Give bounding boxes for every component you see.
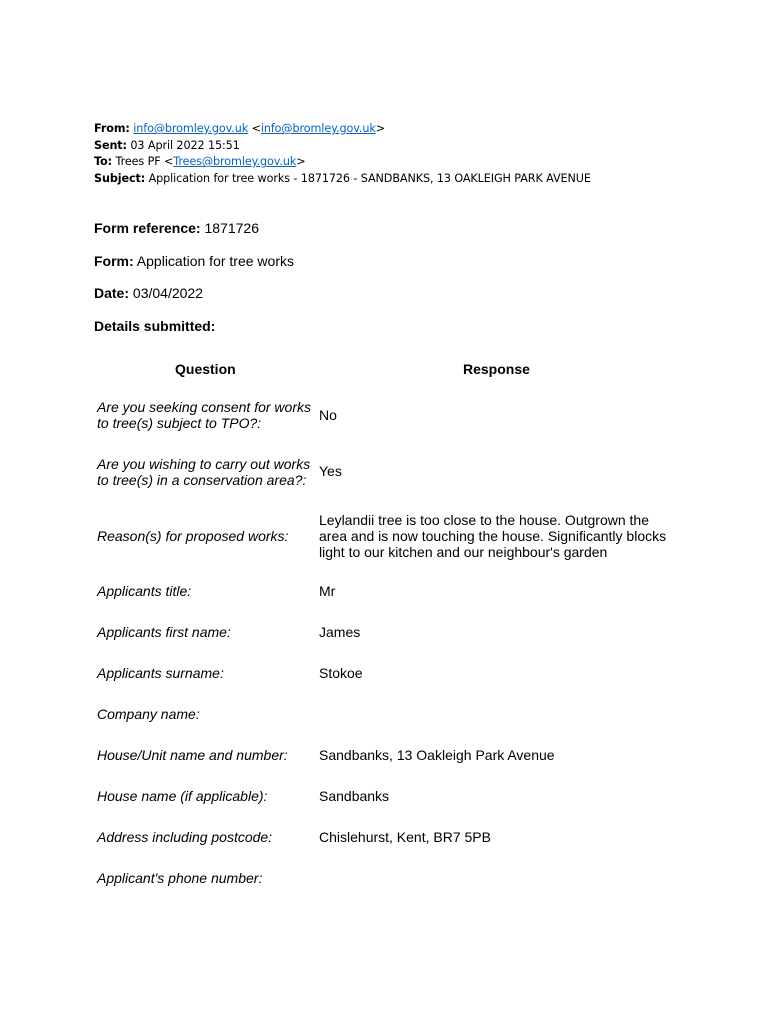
form-name: [94, 253, 294, 269]
response-surname: Stokoe: [319, 665, 363, 681]
subject-line: [94, 171, 591, 188]
question-company-name: Company name:: [97, 706, 200, 722]
to-name: Trees PF: [115, 155, 161, 169]
from-line: From: info@bromley.gov.uk <info@bromley.gov.uk>: [94, 122, 385, 135]
to-address-link[interactable]: Trees@bromley.gov.uk: [173, 155, 297, 169]
response-conservation-area: Yes: [319, 463, 342, 479]
from-address-link[interactable]: info@bromley.gov.uk: [260, 122, 376, 135]
form-date-value: 03/04/2022: [132, 285, 203, 301]
details-submitted-label: Details submitted:: [94, 318, 216, 334]
question-reasons: Reason(s) for proposed works:: [97, 528, 289, 544]
question-house-unit: House/Unit name and number:: [97, 747, 288, 763]
from-name-link[interactable]: info@bromley.gov.uk: [133, 122, 249, 135]
response-header: Response: [463, 361, 530, 377]
form-date-label: Date:: [94, 285, 130, 301]
sent-label: Sent:: [94, 138, 127, 152]
subject-value: Application for tree works - 1871726 - SANDBANKS, 13 OAKLEIGH PARK AVENUE: [148, 171, 591, 185]
form-reference-value: 1871726: [204, 220, 259, 236]
response-house-unit: Sandbanks, 13 Oakleigh Park Avenue: [319, 747, 555, 763]
to-line: To: Trees PF <Trees@bromley.gov.uk>: [94, 155, 306, 169]
question-tpo: Are you seeking consent for works to tree(s) subject to TPO?:: [97, 399, 311, 431]
response-house-name: Sandbanks: [319, 788, 390, 804]
form-name-value: Application for tree works: [136, 253, 294, 269]
question-first-name: Applicants first name:: [97, 624, 231, 640]
question-conservation-area: Are you wishing to carry out works to tree(s) in a conservation area?:: [97, 456, 311, 488]
form-reference: [94, 220, 259, 236]
response-tpo: No: [319, 407, 337, 423]
sent-line: [94, 138, 591, 155]
question-address: Address including postcode:: [97, 829, 273, 845]
question-surname: Applicants surname:: [97, 665, 224, 681]
form-date: [94, 285, 203, 301]
subject-label: Subject:: [94, 171, 146, 185]
response-reasons: Leylandii tree is too close to the house. Outgrown the area and is now touching the house. Significantly blocks light to our kitchen and our neighbour's garden: [319, 512, 667, 560]
response-title: Mr: [319, 583, 336, 599]
details-submitted: [94, 318, 215, 334]
from-label: From:: [94, 122, 130, 135]
question-house-name: House name (if applicable):: [97, 788, 268, 804]
response-first-name: James: [319, 624, 361, 640]
sent-value: 03 April 2022 15:51: [130, 138, 240, 152]
response-address: Chislehurst, Kent, BR7 5PB: [319, 829, 491, 845]
to-label: To:: [94, 155, 113, 169]
question-phone: Applicant's phone number:: [97, 870, 263, 886]
question-title: Applicants title:: [97, 583, 192, 599]
form-name-label: Form:: [94, 253, 134, 269]
question-header: Question: [175, 361, 236, 377]
email-header: [94, 121, 591, 187]
form-reference-label: Form reference:: [94, 220, 201, 236]
